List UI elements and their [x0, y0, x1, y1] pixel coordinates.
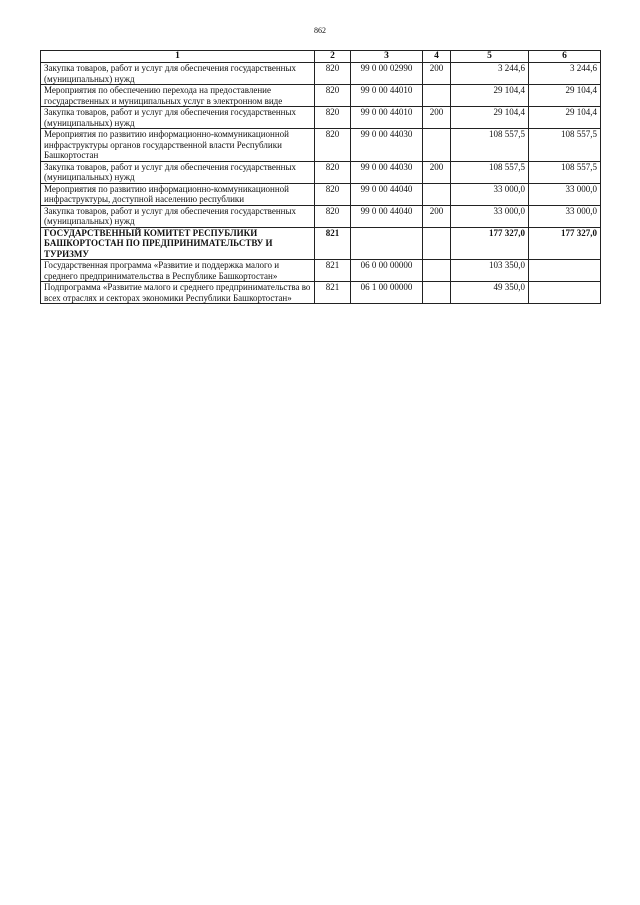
row-ved-cell: 820 — [315, 183, 351, 205]
row-csr-cell — [351, 227, 423, 260]
table-header-row — [41, 51, 601, 63]
row-name-cell: ГОСУДАРСТВЕННЫЙ КОМИТЕТ РЕСПУБЛИКИ БАШКОРТОСТАН ПО ПРЕДПРИНИМАТЕЛЬСТВУ И ТУРИЗМУ — [41, 227, 315, 260]
row-sum1-cell: 49 350,0 — [451, 282, 529, 304]
table-row — [41, 129, 601, 162]
row-ved-cell: 820 — [315, 85, 351, 107]
row-sum2-cell: 33 000,0 — [529, 183, 601, 205]
row-vr-cell — [423, 260, 451, 282]
table-row — [41, 85, 601, 107]
budget-table — [40, 50, 601, 304]
row-ved-cell: 821 — [315, 282, 351, 304]
row-vr-cell — [423, 129, 451, 162]
row-sum2-cell — [529, 260, 601, 282]
row-csr-cell: 99 0 00 44030 — [351, 129, 423, 162]
row-ved-cell: 820 — [315, 129, 351, 162]
table-row — [41, 227, 601, 260]
header-col-4: 4 — [423, 51, 451, 63]
row-sum2-cell — [529, 282, 601, 304]
row-ved-cell: 821 — [315, 227, 351, 260]
row-sum2-cell: 108 557,5 — [529, 161, 601, 183]
row-csr-cell: 06 0 00 00000 — [351, 260, 423, 282]
row-ved-cell: 820 — [315, 107, 351, 129]
header-col-5: 5 — [451, 51, 529, 63]
row-sum1-cell: 29 104,4 — [451, 107, 529, 129]
row-vr-cell — [423, 183, 451, 205]
row-ved-cell: 820 — [315, 63, 351, 85]
row-csr-cell: 99 0 00 44010 — [351, 107, 423, 129]
row-sum2-cell: 29 104,4 — [529, 85, 601, 107]
row-sum2-cell: 108 557,5 — [529, 129, 601, 162]
row-name-cell: Закупка товаров, работ и услуг для обеспечения государственных (муниципальных) нужд — [41, 205, 315, 227]
row-csr-cell: 99 0 00 44010 — [351, 85, 423, 107]
row-vr-cell — [423, 227, 451, 260]
table-row — [41, 107, 601, 129]
row-vr-cell: 200 — [423, 205, 451, 227]
header-col-1: 1 — [41, 51, 315, 63]
row-csr-cell: 99 0 00 44040 — [351, 205, 423, 227]
row-vr-cell — [423, 282, 451, 304]
row-sum1-cell: 177 327,0 — [451, 227, 529, 260]
table-body — [41, 63, 601, 304]
row-name-cell: Мероприятия по развитию информационно-коммуникационной инфраструктуры, доступной населению республики — [41, 183, 315, 205]
row-ved-cell: 821 — [315, 260, 351, 282]
row-name-cell: Мероприятия по развитию информационно-коммуникационной инфраструктуры органов государственной власти Республики Башкортостан — [41, 129, 315, 162]
header-col-2: 2 — [315, 51, 351, 63]
row-name-cell: Мероприятия по обеспечению перехода на предоставление государственных и муниципальных услуг в электронном виде — [41, 85, 315, 107]
row-name-cell: Государственная программа «Развитие и поддержка малого и среднего предпринимательства в Республике Башкортостан» — [41, 260, 315, 282]
row-name-cell: Закупка товаров, работ и услуг для обеспечения государственных (муниципальных) нужд — [41, 161, 315, 183]
row-ved-cell: 820 — [315, 205, 351, 227]
row-sum1-cell: 108 557,5 — [451, 129, 529, 162]
row-sum2-cell: 177 327,0 — [529, 227, 601, 260]
row-sum2-cell: 3 244,6 — [529, 63, 601, 85]
row-ved-cell: 820 — [315, 161, 351, 183]
row-sum2-cell: 33 000,0 — [529, 205, 601, 227]
row-name-cell: Закупка товаров, работ и услуг для обеспечения государственных (муниципальных) нужд — [41, 107, 315, 129]
table-row — [41, 63, 601, 85]
row-sum1-cell: 33 000,0 — [451, 205, 529, 227]
row-csr-cell: 99 0 00 44030 — [351, 161, 423, 183]
row-vr-cell: 200 — [423, 107, 451, 129]
table-row — [41, 205, 601, 227]
row-vr-cell — [423, 85, 451, 107]
page-number: 862 — [314, 26, 326, 35]
table-row — [41, 183, 601, 205]
header-col-6: 6 — [529, 51, 601, 63]
row-sum1-cell: 103 350,0 — [451, 260, 529, 282]
row-csr-cell: 99 0 00 02990 — [351, 63, 423, 85]
row-name-cell: Подпрограмма «Развитие малого и среднего предпринимательства во всех отраслях и секторах экономики Республики Башкортостан» — [41, 282, 315, 304]
row-csr-cell: 06 1 00 00000 — [351, 282, 423, 304]
row-sum1-cell: 33 000,0 — [451, 183, 529, 205]
row-name-cell: Закупка товаров, работ и услуг для обеспечения государственных (муниципальных) нужд — [41, 63, 315, 85]
row-vr-cell: 200 — [423, 63, 451, 85]
row-vr-cell: 200 — [423, 161, 451, 183]
header-col-3: 3 — [351, 51, 423, 63]
row-csr-cell: 99 0 00 44040 — [351, 183, 423, 205]
row-sum2-cell: 29 104,4 — [529, 107, 601, 129]
row-sum1-cell: 29 104,4 — [451, 85, 529, 107]
table-row — [41, 282, 601, 304]
row-sum1-cell: 108 557,5 — [451, 161, 529, 183]
table-row — [41, 161, 601, 183]
row-sum1-cell: 3 244,6 — [451, 63, 529, 85]
table-row — [41, 260, 601, 282]
